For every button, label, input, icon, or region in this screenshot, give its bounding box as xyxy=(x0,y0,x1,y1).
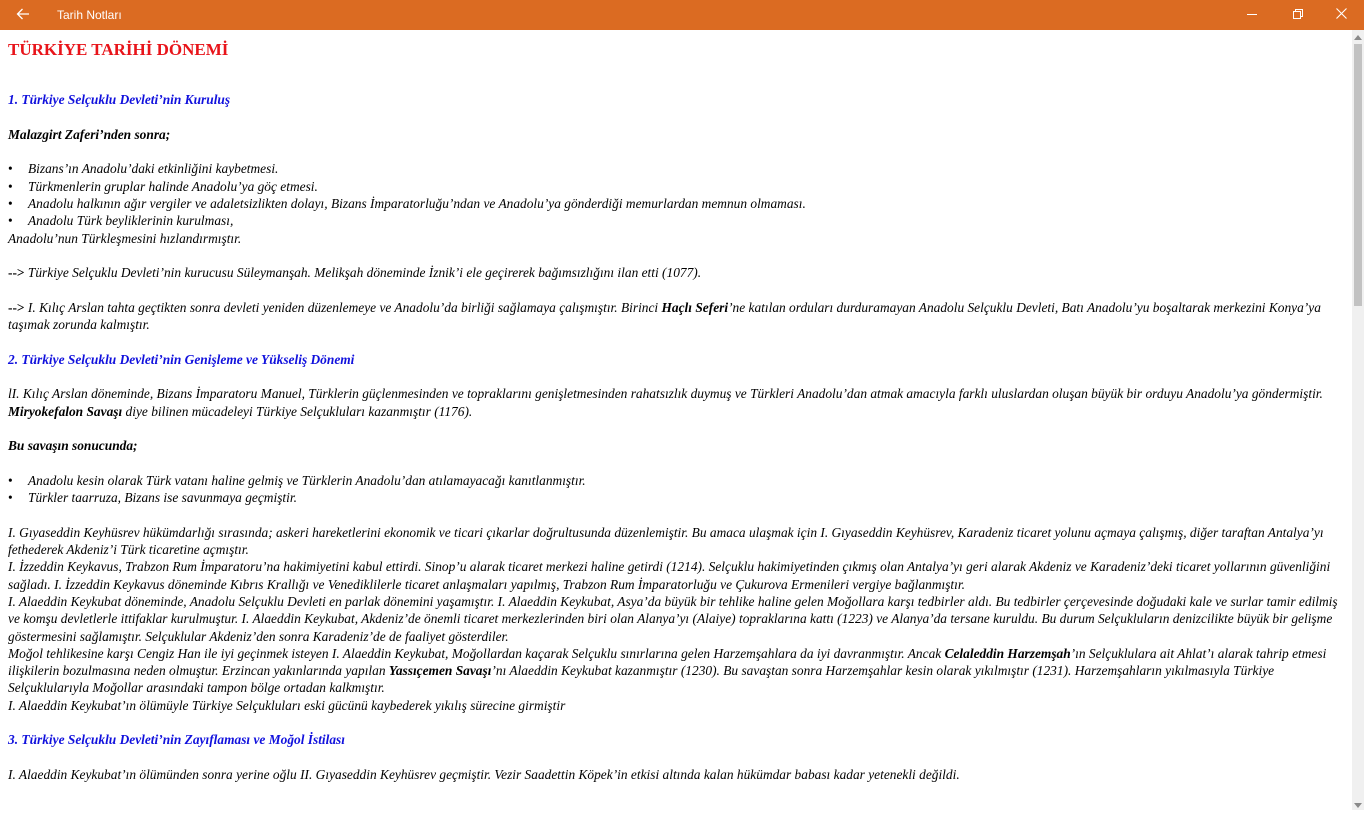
window-title: Tarih Notları xyxy=(57,8,122,22)
minimize-icon xyxy=(1247,8,1257,22)
page-title: TÜRKİYE TARİHİ DÖNEMİ xyxy=(8,40,229,59)
paragraph-miryokefalon: lI. Kılıç Arslan döneminde, Bizans İmparatoru Manuel, Türklerin güçlenmesinden ve topraklarını genişletmesinden rahatsızlık duymuş ve Türkleri Anadolu’dan atmak amacıyla farklı uluslardan oluşan büyük bir orduyu Anadolu’ya göndermiştir. Miryokefalon Savaşı diye bilinen mücadeleyi Türkiye Selçukluları kazanmıştır (1176). xyxy=(8,386,1323,419)
list-item: • Anadolu Türk beyliklerinin kurulması, xyxy=(8,212,1344,229)
list-item: • Anadolu kesin olarak Türk vatanı haline gelmiş ve Türklerin Anadolu’dan atılamayacağı kanıtlanmıştır. xyxy=(8,472,1344,489)
scroll-down-button[interactable] xyxy=(1352,798,1364,810)
paragraph-mogol: Moğol tehlikesine karşı Cengiz Han ile iyi geçinmek isteyen I. Alaeddin Keykubat, Moğollardan kaçarak Selçuklu sınırlarına gelen Harzemşahlara da iyi davranmıştır. Ancak Celaleddin Harzemşah’ın Selçuklulara ait Ahlat’ı alarak tahrip etmesi ilişkilerin bozulmasına neden olmuştur. Erzincan yakınlarında yapılan Yassıçemen Savaşı’nı Alaeddin Keykubat kazanmıştır (1230). Bu savaştan sonra Harzemşahlar kesin olarak yıkılmıştır (1231). Harzemşahların yıkılmasıyla Türkiye Selçuklularıyla Moğollar arasındaki tampon bölge ortadan kalkmıştır. xyxy=(8,645,1327,696)
list-item: • Anadolu halkının ağır vergiler ve adaletsizlikten dolayı, Bizans İmparatorluğu’ndan ve Anadolu’ya gönderdiği memurlardan memnun olmaması. xyxy=(8,195,1344,212)
paragraph-alaeddin: I. Alaeddin Keykubat döneminde, Anadolu Selçuklu Devleti en parlak dönemini yaşamıştır. I. Alaeddin Keykubat, Asya’da büyük bir tehlike haline gelen Moğollara karşı tedbirler aldı. Bu tedbirler çerçevesinde doğudaki kale ve surlar tamir edilmiş ve komşu devletlerle ittifaklar kurulmuştur. I. Alaeddin Keykubat, Akdeniz’de önemli ticaret merkezlerinden biri olan Alanya’yı (Alaiye) topraklarına kattı (1223) ve Alanya’da tersane kuruldu. Bu durum Selçukluların denizcilikte büyük bir gelişme göstermesini sağlamıştır. Selçuklular Akdeniz’den sonra Karadeniz’de de faaliyet gösterdiler. xyxy=(8,593,1338,644)
arrow-marker: --> xyxy=(8,299,25,315)
vertical-scrollbar[interactable] xyxy=(1352,30,1364,810)
section-heading-2: 2. Türkiye Selçuklu Devleti’nin Genişleme ve Yükseliş Dönemi xyxy=(8,351,355,367)
section-heading-1: 1. Türkiye Selçuklu Devleti’nin Kuruluş xyxy=(8,92,231,108)
document-view[interactable] xyxy=(0,30,1352,810)
scroll-down-arrow-icon xyxy=(1354,795,1362,813)
section-heading-3: 3. Türkiye Selçuklu Devleti’nin Zayıflaması ve Moğol İstilası xyxy=(8,732,345,748)
minimize-button[interactable] xyxy=(1229,0,1275,30)
bold-term: Yassıçemen Savaşı xyxy=(388,663,492,679)
paragraph-last: I. Alaeddin Keykubat’ın ölümünden sonra yerine oğlu II. Gıyaseddin Keyhüsrev geçmiştir. Vezir Saadettin Köpek’in etkisi altında kalan hükümdar babası kadar yetenekli değildi. xyxy=(8,766,960,782)
list-item: • Türkler taarruza, Bizans ise savunmaya geçmiştir. xyxy=(8,489,1344,506)
subheading-malazgirt: Malazgirt Zaferi’nden sonra; xyxy=(8,126,171,142)
restore-icon xyxy=(1293,8,1303,22)
paragraph-izzeddin: I. İzzeddin Keykavus, Trabzon Rum İmparatoru’na hakimiyetini kabul ettirdi. Sinop’u alarak ticaret merkezi haline getirdi (1214). Selçuklu hakimiyetinden çıkmış olan Antalya’yı geri alarak Akdeniz ve Karadeniz’deki ticaret yollarının güvenliğini sağladı. I. İzzeddin Keykavus döneminde Kıbrıs Krallığı ve Venediklilerle ticaret anlaşmaları yapılmış, Trabzon Rum İmparatorluğu ve Çukurova Ermenileri vergiye bağlanmıştır. xyxy=(8,559,1331,592)
paragraph: Anadolu’nun Türkleşmesini hızlandırmıştır. xyxy=(8,230,242,246)
bullet-list-1 xyxy=(8,160,1344,229)
back-button[interactable] xyxy=(0,0,46,30)
title-bar xyxy=(0,0,1364,30)
bullet-list-2 xyxy=(8,472,1344,507)
close-button[interactable] xyxy=(1318,0,1364,30)
restore-button[interactable] xyxy=(1275,0,1321,30)
list-item: • Türkmenlerin gruplar halinde Anadolu’ya göç etmesi. xyxy=(8,178,1344,195)
scrollbar-thumb[interactable] xyxy=(1354,44,1362,306)
bold-term: Haçlı Seferi xyxy=(661,299,729,315)
paragraph-giyaseddin: I. Gıyaseddin Keyhüsrev hükümdarlığı sırasında; askeri hareketlerini ekonomik ve ticari çıkarlar doğrultusunda düzenlemiştir. Bu amaca ulaşmak için I. Gıyaseddin Keyhüsrev, Karadeniz ticaret yolunu açmaya çalışmış, diğer taraftan Antalya’yı fethederek Akdeniz’i Türk ticaretine açmıştır. xyxy=(8,524,1324,558)
arrow-marker: --> xyxy=(8,265,25,281)
scroll-up-button[interactable] xyxy=(1352,30,1364,42)
close-icon xyxy=(1336,8,1347,22)
back-arrow-icon xyxy=(16,8,30,23)
bold-term: Miryokefalon Savaşı xyxy=(8,403,123,419)
subheading-savas-sonucu: Bu savaşın sonucunda; xyxy=(8,438,138,454)
bold-term: Celaleddin Harzemşah xyxy=(944,645,1071,661)
paragraph-suleymansah: --> Türkiye Selçuklu Devleti’nin kurucusu Süleymanşah. Melikşah döneminde İznik’i ele geçirerek bağımsızlığını ilan etti (1077). xyxy=(8,265,702,281)
list-item: • Bizans’ın Anadolu’daki etkinliğini kaybetmesi. xyxy=(8,160,1344,177)
scroll-up-arrow-icon xyxy=(1354,27,1362,45)
paragraph-kilic-arslan: --> I. Kılıç Arslan tahta geçtikten sonra devleti yeniden düzenlemeye ve Anadolu’da birliği sağlamaya çalışmıştır. Birinci Haçlı Seferi’ne katılan orduları durduramayan Anadolu Selçuklu Devleti, Batı Anadolu’yu boşaltarak merkezini Konya’ya taşımak zorunda kalmıştır. xyxy=(8,299,1321,333)
document xyxy=(0,30,1352,783)
paragraph-olum: I. Alaeddin Keykubat’ın ölümüyle Türkiye Selçukluları eski gücünü kaybederek yıkılış sürecine girmiştir xyxy=(8,697,566,713)
